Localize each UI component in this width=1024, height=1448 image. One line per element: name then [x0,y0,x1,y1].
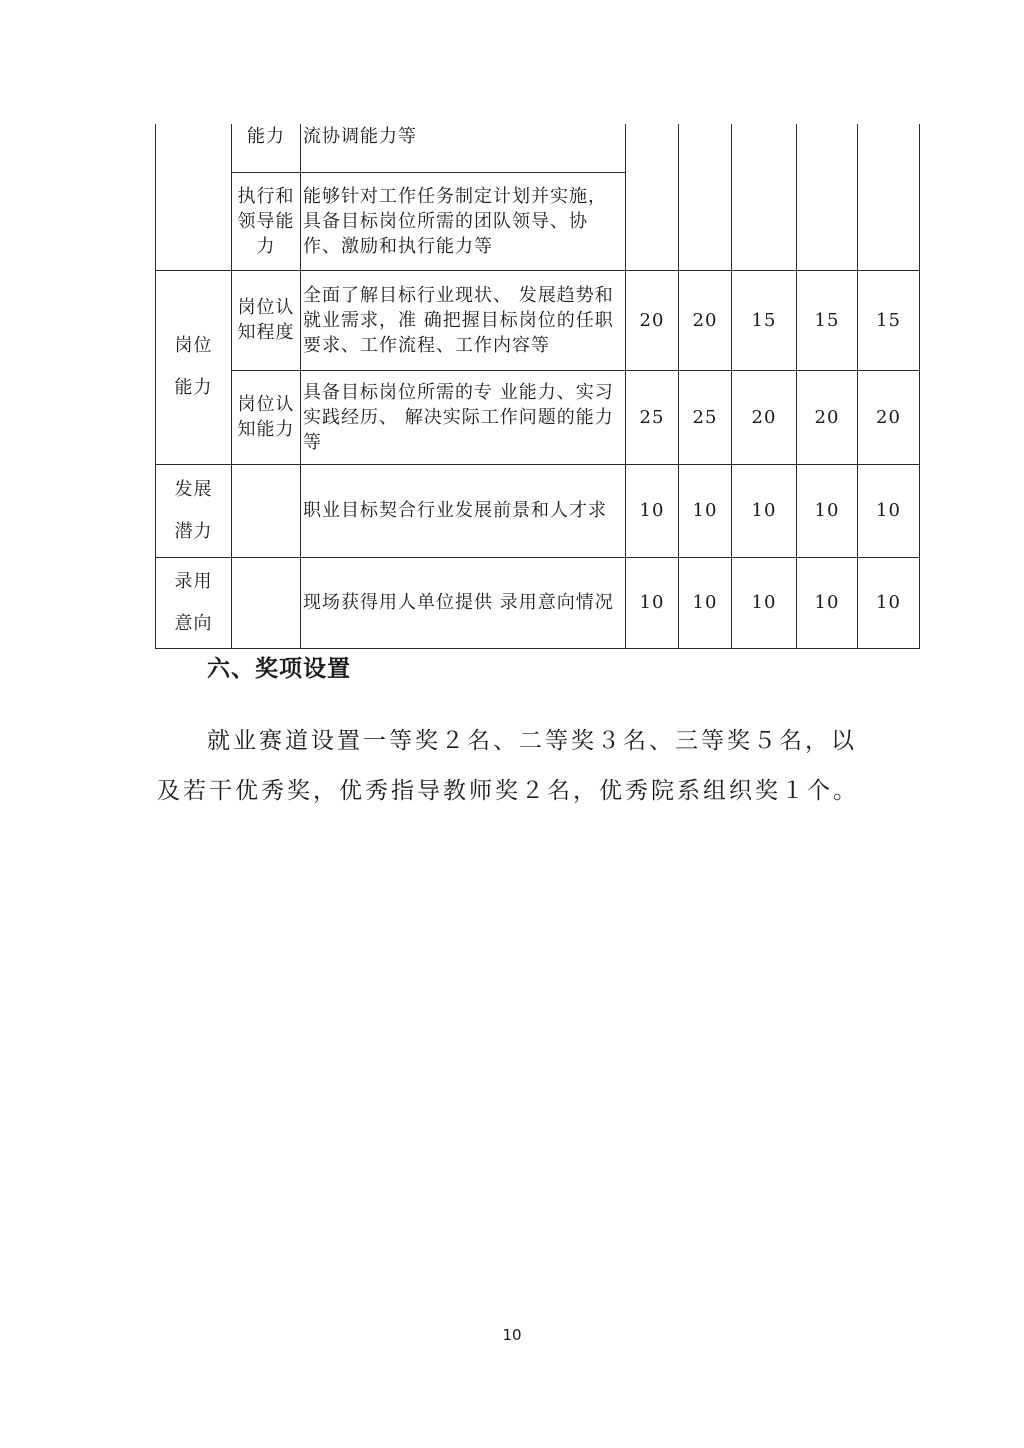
score-cell: 20 [858,370,920,464]
sub-criterion-cell: 执行和 领导能 力 [232,172,301,270]
description-cell: 能够针对工作任务制定计划并实施，具备目标岗位所需的团队领导、协作、激励和执行能力等 [301,172,626,270]
score-cell: 20 [679,270,732,370]
description-cell: 具备目标岗位所需的专 业能力、实习实践经历、 解决实际工作问题的能力等 [301,370,626,464]
category-cell: 发展 潜力 [156,464,232,557]
section-heading: 六、奖项设置 [207,656,351,682]
score-cell [679,124,732,270]
table-row [156,124,920,172]
description-cell: 现场获得用人单位提供 录用意向情况 [301,557,626,648]
score-cell: 15 [858,270,920,370]
description-cell: 全面了解目标行业现状、 发展趋势和就业需求，准 确把握目标岗位的任职要求、工作流程、工作内容等 [301,270,626,370]
table-row [156,464,920,557]
score-cell: 10 [858,557,920,648]
category-cell: 岗位 能力 [156,270,232,464]
score-cell: 15 [732,270,797,370]
sub-criterion-cell: 岗位认 知程度 [232,270,301,370]
score-cell: 10 [732,557,797,648]
score-cell: 20 [626,270,679,370]
score-cell [626,124,679,270]
score-cell: 10 [679,557,732,648]
score-cell: 10 [732,464,797,557]
sub-criterion-cell [232,464,301,557]
score-cell: 25 [679,370,732,464]
score-cell: 10 [797,557,858,648]
score-cell: 10 [679,464,732,557]
sub-criterion-cell: 岗位认 知能力 [232,370,301,464]
table-row [156,557,920,648]
score-cell [797,124,858,270]
scoring-table [155,124,920,649]
score-cell: 20 [732,370,797,464]
score-cell: 10 [626,464,679,557]
score-cell: 10 [626,557,679,648]
awards-paragraph: 就业赛道设置一等奖２名、二等奖３名、三等奖５名，以及若干优秀奖，优秀指导教师奖２名，优秀院系组织奖１个。 [157,728,859,804]
table-row [156,370,920,464]
score-cell: 10 [797,464,858,557]
score-cell: 20 [797,370,858,464]
table-row [156,270,920,370]
category-cell [156,124,232,270]
description-cell: 流协调能力等 [301,124,626,172]
score-cell [858,124,920,270]
page-number: 10 [502,1326,522,1344]
sub-criterion-cell: 能力 [232,124,301,172]
category-cell: 录用 意向 [156,557,232,648]
description-cell: 职业目标契合行业发展前景和人才求 [301,464,626,557]
score-cell [732,124,797,270]
score-cell: 25 [626,370,679,464]
score-cell: 10 [858,464,920,557]
sub-criterion-cell [232,557,301,648]
score-cell: 15 [797,270,858,370]
